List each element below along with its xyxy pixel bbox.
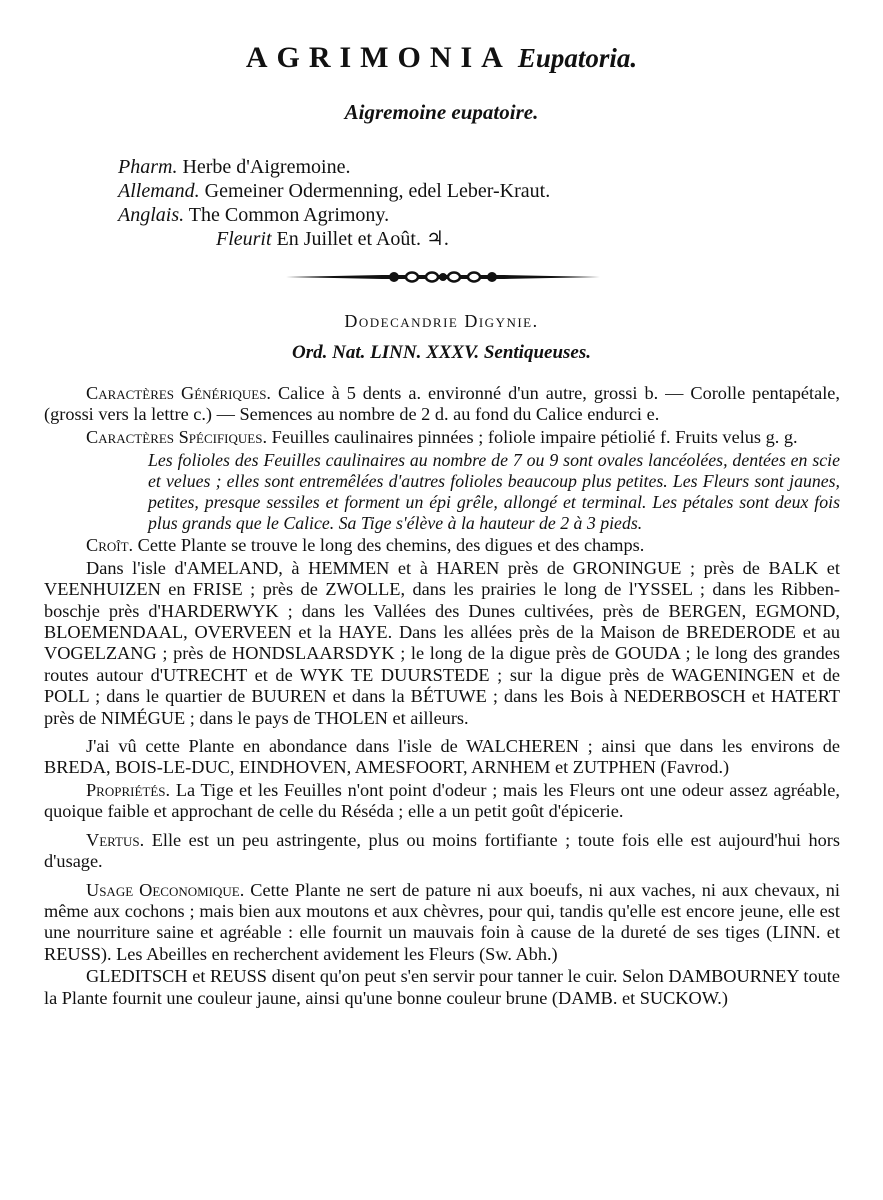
economic-use-paragraph [44, 880, 840, 966]
dye-paragraph: GLEDITSCH et REUSS disent qu'on peut s'en servir pour tanner le cuir. Selon DAMBOURNEY toute la Plante fournit une couleur jaune, ainsi qu'une bonne couleur brune (DAMB. et SUCKOW.) [44, 966, 840, 1008]
anglais-label: Anglais. [118, 204, 185, 226]
name-row-allemand [118, 179, 738, 203]
virtues-text: Elle est un peu astringente, plus ou moins fortifiante ; toute fois elle est aujourd'hui hors d'usage. [44, 829, 840, 872]
generic-characters [44, 383, 840, 426]
genus-name: AGRIMONIA [245, 41, 512, 74]
page-title [0, 38, 883, 78]
virtues-paragraph [44, 830, 840, 873]
allemand-label: Allemand. [118, 180, 200, 202]
croit-text: Cette Plante se trouve le long des chemins, des digues et des champs. [137, 535, 645, 556]
habitat-paragraph [44, 535, 840, 556]
species-name: Eupatoria. [517, 43, 638, 73]
virtues-label: Vertus. [86, 829, 145, 850]
locations-paragraph: Dans l'isle d'AMELAND, à HEMMEN et à HAREN près de GRONINGUE ; près de BALK et VEENHUIZEN en FRISE ; près de ZWOLLE, dans les prairies le long de l'YSSEL ; dans les Ribben-boschje près d'HARDERWYK ; dans les Vallées des Dunes cultivées, près de BERGEN, EGMOND, BLOEMENDAAL, OVERVEEN et la HAYE. Dans les allées près de la Maison de BREDERODE et au VOGELZANG ; près de HONDSLAARSDYK ; le long de la digue près de GOUDA ; le long des grandes routes autour d'UTRECHT et de WYK TE DUURSTEDE ; sur la digue près de WAGENINGEN et de POLL ; dans le quartier de BUUREN et dans la BÉTUWE ; dans les Bois à NEDERBOSCH et HATERT près de NIMÉGUE ; dans le pays de THOLEN et ailleurs. [44, 557, 840, 728]
anglais-text: The Common Agrimony. [188, 204, 390, 226]
properties-paragraph [44, 780, 840, 823]
name-row-pharm [118, 155, 738, 179]
pharm-text: Herbe d'Aigremoine. [182, 156, 351, 178]
species-description: Les folioles des Feuilles caulinaires au nombre de 7 ou 9 sont ovales lancéolées, dentées en scie et velues ; elles sont entremêlées d'autres folioles beaucoup plus petites. Les Fleurs sont jaunes, petites, presque sessiles et forment un épi grêle, allongé et terminal. Les pétales sont deux fois plus grands que le Calice. Sa Tige s'élève à la hauteur de 2 à 3 pieds. [148, 450, 840, 533]
name-row-anglais [118, 203, 738, 227]
generic-text: Calice à 5 dents a. environné d'un autre, grossi b. — Corolle pentapétale, (grossi vers la lettre c.) — Semences au nombre de 2 d. au fond du Calice endurci e. [44, 383, 840, 425]
economic-use-label: Usage Oeconomique. [86, 879, 245, 900]
generic-label: Caractères Génériques. [86, 383, 271, 403]
properties-text: La Tige et les Feuilles n'ont point d'odeur ; mais les Fleurs ont une odeur assez agréable, quoique faible et approchant de celle du Réséda ; elle a un petit goût d'épicerie. [44, 779, 840, 822]
specific-text: Feuilles caulinaires pinnées ; foliole impaire pétiolié f. Fruits velus g. g. [271, 426, 798, 447]
fleurit-text: En Juillet et Août. ♃. [276, 228, 449, 250]
allemand-text: Gemeiner Odermenning, edel Leber-Kraut. [204, 180, 551, 202]
main-text [44, 383, 840, 1009]
croit-label: Croît. [86, 535, 134, 556]
pharm-label: Pharm. [118, 156, 178, 178]
french-name: Aigremoine eupatoire. [344, 100, 539, 124]
linnaean-class: Dodecandrie Digynie. [344, 311, 539, 331]
name-row-fleurit [118, 227, 738, 251]
specific-characters [44, 427, 840, 448]
ornamental-divider [282, 268, 604, 286]
economic-use-text: Cette Plante ne sert de pature ni aux boeufs, ni aux vaches, ni aux chevaux, ni même aux cochons ; mais bien aux moutons et aux chèvres, pour qui, tandis qu'elle est encore jeune, elle est une nourriture saine et agréable : elle fournit un mauvais foin à cause de la dureté de ses tiges (LINN. et REUSS). Les Abeilles en recherchent avidement les Fleurs (Sw. Abh.) [44, 879, 840, 964]
common-names-block [118, 155, 738, 251]
fleurit-label: Fleurit [216, 228, 272, 250]
specific-label: Caractères Spécifiques. [86, 426, 268, 447]
properties-label: Propriétés. [86, 779, 171, 800]
natural-order: Ord. Nat. LINN. XXXV. Sentiqueuses. [292, 342, 591, 363]
walcheren-paragraph: J'ai vû cette Plante en abondance dans l'isle de WALCHEREN ; ainsi que dans les environs de BREDA, BOIS-LE-DUC, EINDHOVEN, AMESFOORT, ARNHEM et ZUTPHEN (Favrod.) [44, 736, 840, 778]
